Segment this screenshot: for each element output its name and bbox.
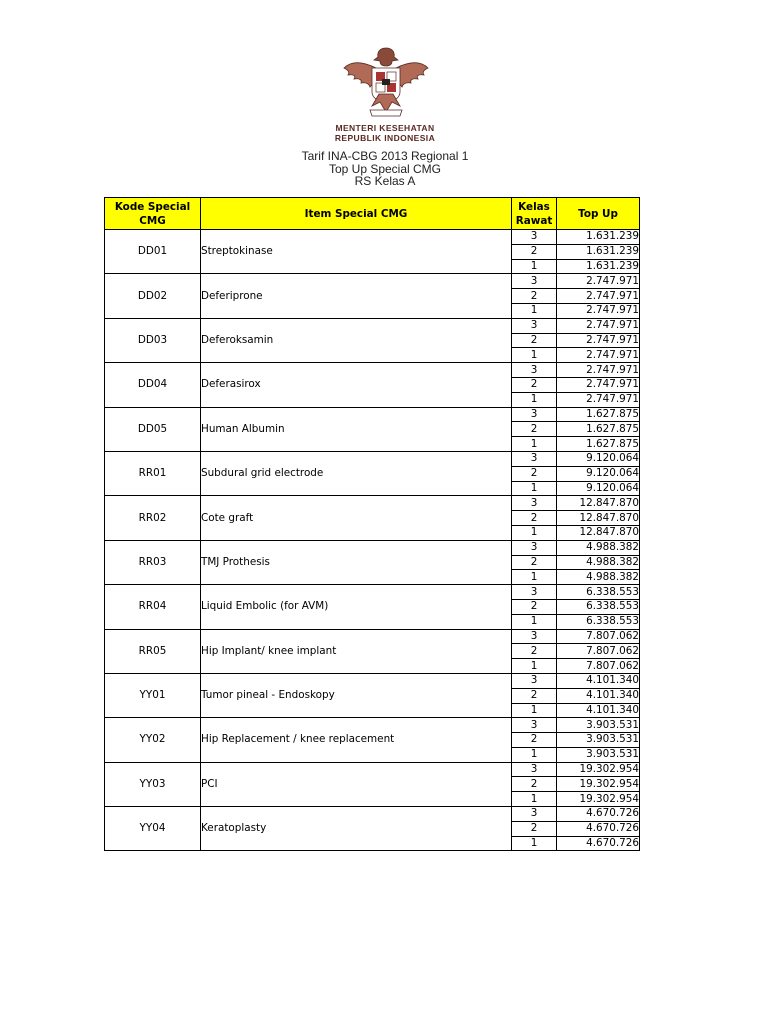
top-up-cell: 6.338.553 bbox=[557, 599, 640, 614]
top-up-cell: 4.988.382 bbox=[557, 570, 640, 585]
cmg-item-cell: Hip Implant/ knee implant bbox=[201, 629, 512, 673]
header-top-up: Top Up bbox=[557, 198, 640, 230]
kelas-rawat-cell: 1 bbox=[512, 836, 557, 851]
kelas-rawat-cell: 1 bbox=[512, 348, 557, 363]
kelas-rawat-cell: 2 bbox=[512, 599, 557, 614]
header-kelas-line-1: Kelas bbox=[518, 200, 550, 213]
title-line-3: RS Kelas A bbox=[354, 174, 416, 188]
kelas-rawat-cell: 3 bbox=[512, 629, 557, 644]
kelas-rawat-cell: 2 bbox=[512, 333, 557, 348]
top-up-cell: 9.120.064 bbox=[557, 451, 640, 466]
top-up-cell: 19.302.954 bbox=[557, 777, 640, 792]
top-up-cell: 2.747.971 bbox=[557, 274, 640, 289]
cmg-code-cell: DD04 bbox=[105, 363, 201, 407]
kelas-rawat-cell: 3 bbox=[512, 496, 557, 511]
cmg-item-cell: Human Albumin bbox=[201, 407, 512, 451]
kelas-rawat-cell: 3 bbox=[512, 451, 557, 466]
table-row bbox=[105, 451, 640, 466]
ministry-line-2: REPUBLIK INDONESIA bbox=[334, 133, 436, 143]
header-kelas-line-2: Rawat bbox=[515, 214, 553, 227]
kelas-rawat-cell: 3 bbox=[512, 363, 557, 378]
cmg-code-cell: RR02 bbox=[105, 496, 201, 540]
cmg-code-cell: DD01 bbox=[105, 230, 201, 274]
cmg-code-cell: DD03 bbox=[105, 318, 201, 362]
cmg-code-cell: DD05 bbox=[105, 407, 201, 451]
top-up-cell: 1.627.875 bbox=[557, 437, 640, 452]
cmg-item-cell: Hip Replacement / knee replacement bbox=[201, 718, 512, 762]
table-row bbox=[105, 673, 640, 688]
kelas-rawat-cell: 2 bbox=[512, 377, 557, 392]
cmg-item-cell: Tumor pineal - Endoskopy bbox=[201, 673, 512, 717]
cmg-item-cell: Keratoplasty bbox=[201, 807, 512, 851]
top-up-cell: 3.903.531 bbox=[557, 733, 640, 748]
kelas-rawat-cell: 3 bbox=[512, 318, 557, 333]
cmg-item-cell: Deferasirox bbox=[201, 363, 512, 407]
table-header-row bbox=[105, 198, 640, 230]
ministry-line-1: MENTERI KESEHATAN bbox=[335, 123, 435, 133]
garuda-emblem-icon bbox=[336, 42, 436, 120]
top-up-cell: 2.747.971 bbox=[557, 392, 640, 407]
top-up-cell: 4.670.726 bbox=[557, 807, 640, 822]
cmg-item-cell: Cote graft bbox=[201, 496, 512, 540]
ministry-label bbox=[300, 123, 470, 143]
top-up-cell: 3.903.531 bbox=[557, 718, 640, 733]
top-up-cell: 2.747.971 bbox=[557, 377, 640, 392]
cmg-code-cell: DD02 bbox=[105, 274, 201, 318]
top-up-cell: 9.120.064 bbox=[557, 466, 640, 481]
kelas-rawat-cell: 2 bbox=[512, 511, 557, 526]
cmg-code-cell: YY01 bbox=[105, 673, 201, 717]
cmg-code-cell: YY04 bbox=[105, 807, 201, 851]
top-up-cell: 6.338.553 bbox=[557, 614, 640, 629]
top-up-cell: 4.101.340 bbox=[557, 703, 640, 718]
kelas-rawat-cell: 1 bbox=[512, 792, 557, 807]
top-up-cell: 19.302.954 bbox=[557, 762, 640, 777]
top-up-cell: 4.988.382 bbox=[557, 555, 640, 570]
kelas-rawat-cell: 3 bbox=[512, 230, 557, 245]
kelas-rawat-cell: 2 bbox=[512, 555, 557, 570]
cmg-item-cell: Subdural grid electrode bbox=[201, 451, 512, 495]
table-row bbox=[105, 807, 640, 822]
table-row bbox=[105, 318, 640, 333]
cmg-code-cell: YY02 bbox=[105, 718, 201, 762]
table-row bbox=[105, 629, 640, 644]
kelas-rawat-cell: 2 bbox=[512, 289, 557, 304]
cmg-code-cell: RR01 bbox=[105, 451, 201, 495]
top-up-cell: 2.747.971 bbox=[557, 303, 640, 318]
top-up-cell: 4.670.726 bbox=[557, 821, 640, 836]
kelas-rawat-cell: 3 bbox=[512, 274, 557, 289]
kelas-rawat-cell: 3 bbox=[512, 585, 557, 600]
table-row bbox=[105, 407, 640, 422]
header-kelas-rawat bbox=[512, 198, 557, 230]
top-up-cell: 4.101.340 bbox=[557, 688, 640, 703]
top-up-cell: 12.847.870 bbox=[557, 525, 640, 540]
title-line-1: Tarif INA-CBG 2013 Regional 1 bbox=[301, 149, 469, 163]
kelas-rawat-cell: 3 bbox=[512, 807, 557, 822]
kelas-rawat-cell: 3 bbox=[512, 673, 557, 688]
cmg-item-cell: TMJ Prothesis bbox=[201, 540, 512, 584]
header-code-line-1: Kode Special bbox=[114, 200, 191, 213]
kelas-rawat-cell: 3 bbox=[512, 762, 557, 777]
top-up-cell: 4.670.726 bbox=[557, 836, 640, 851]
top-up-cell: 6.338.553 bbox=[557, 585, 640, 600]
top-up-cell: 12.847.870 bbox=[557, 496, 640, 511]
kelas-rawat-cell: 2 bbox=[512, 466, 557, 481]
cmg-item-cell: Liquid Embolic (for AVM) bbox=[201, 585, 512, 629]
kelas-rawat-cell: 2 bbox=[512, 422, 557, 437]
table-row bbox=[105, 363, 640, 378]
top-up-cell: 2.747.971 bbox=[557, 363, 640, 378]
table-row bbox=[105, 718, 640, 733]
top-up-cell: 2.747.971 bbox=[557, 318, 640, 333]
kelas-rawat-cell: 1 bbox=[512, 570, 557, 585]
kelas-rawat-cell: 3 bbox=[512, 540, 557, 555]
header-kode-special-cmg bbox=[105, 198, 201, 230]
top-up-cell: 9.120.064 bbox=[557, 481, 640, 496]
cmg-code-cell: RR03 bbox=[105, 540, 201, 584]
kelas-rawat-cell: 1 bbox=[512, 392, 557, 407]
kelas-rawat-cell: 2 bbox=[512, 688, 557, 703]
kelas-rawat-cell: 1 bbox=[512, 659, 557, 674]
top-up-cell: 2.747.971 bbox=[557, 333, 640, 348]
top-up-cell: 2.747.971 bbox=[557, 348, 640, 363]
document-title bbox=[230, 150, 540, 188]
top-up-cell: 1.627.875 bbox=[557, 422, 640, 437]
kelas-rawat-cell: 2 bbox=[512, 244, 557, 259]
cmg-item-cell: Streptokinase bbox=[201, 230, 512, 274]
top-up-cell: 1.631.239 bbox=[557, 244, 640, 259]
kelas-rawat-cell: 3 bbox=[512, 718, 557, 733]
special-cmg-table bbox=[104, 197, 640, 851]
cmg-item-cell: PCI bbox=[201, 762, 512, 806]
kelas-rawat-cell: 2 bbox=[512, 733, 557, 748]
kelas-rawat-cell: 2 bbox=[512, 777, 557, 792]
kelas-rawat-cell: 1 bbox=[512, 303, 557, 318]
kelas-rawat-cell: 1 bbox=[512, 525, 557, 540]
top-up-cell: 4.101.340 bbox=[557, 673, 640, 688]
top-up-cell: 1.627.875 bbox=[557, 407, 640, 422]
table-row bbox=[105, 540, 640, 555]
title-line-2: Top Up Special CMG bbox=[328, 161, 442, 176]
kelas-rawat-cell: 2 bbox=[512, 644, 557, 659]
table-row bbox=[105, 762, 640, 777]
top-up-cell: 4.988.382 bbox=[557, 540, 640, 555]
table-row bbox=[105, 496, 640, 511]
table-row bbox=[105, 230, 640, 245]
top-up-cell: 12.847.870 bbox=[557, 511, 640, 526]
cmg-code-cell: RR05 bbox=[105, 629, 201, 673]
kelas-rawat-cell: 1 bbox=[512, 703, 557, 718]
top-up-cell: 2.747.971 bbox=[557, 289, 640, 304]
table-body bbox=[105, 230, 640, 851]
top-up-cell: 7.807.062 bbox=[557, 629, 640, 644]
top-up-cell: 7.807.062 bbox=[557, 659, 640, 674]
top-up-cell: 1.631.239 bbox=[557, 230, 640, 245]
cmg-code-cell: YY03 bbox=[105, 762, 201, 806]
table-row bbox=[105, 274, 640, 289]
kelas-rawat-cell: 1 bbox=[512, 747, 557, 762]
top-up-cell: 3.903.531 bbox=[557, 747, 640, 762]
kelas-rawat-cell: 1 bbox=[512, 259, 557, 274]
kelas-rawat-cell: 1 bbox=[512, 437, 557, 452]
kelas-rawat-cell: 2 bbox=[512, 821, 557, 836]
top-up-cell: 7.807.062 bbox=[557, 644, 640, 659]
kelas-rawat-cell: 3 bbox=[512, 407, 557, 422]
header-code-line-2: CMG bbox=[139, 214, 166, 227]
table-row bbox=[105, 585, 640, 600]
kelas-rawat-cell: 1 bbox=[512, 614, 557, 629]
cmg-item-cell: Deferiprone bbox=[201, 274, 512, 318]
cmg-item-cell: Deferoksamin bbox=[201, 318, 512, 362]
cmg-code-cell: RR04 bbox=[105, 585, 201, 629]
kelas-rawat-cell: 1 bbox=[512, 481, 557, 496]
header-item-special-cmg: Item Special CMG bbox=[201, 198, 512, 230]
top-up-cell: 19.302.954 bbox=[557, 792, 640, 807]
top-up-cell: 1.631.239 bbox=[557, 259, 640, 274]
